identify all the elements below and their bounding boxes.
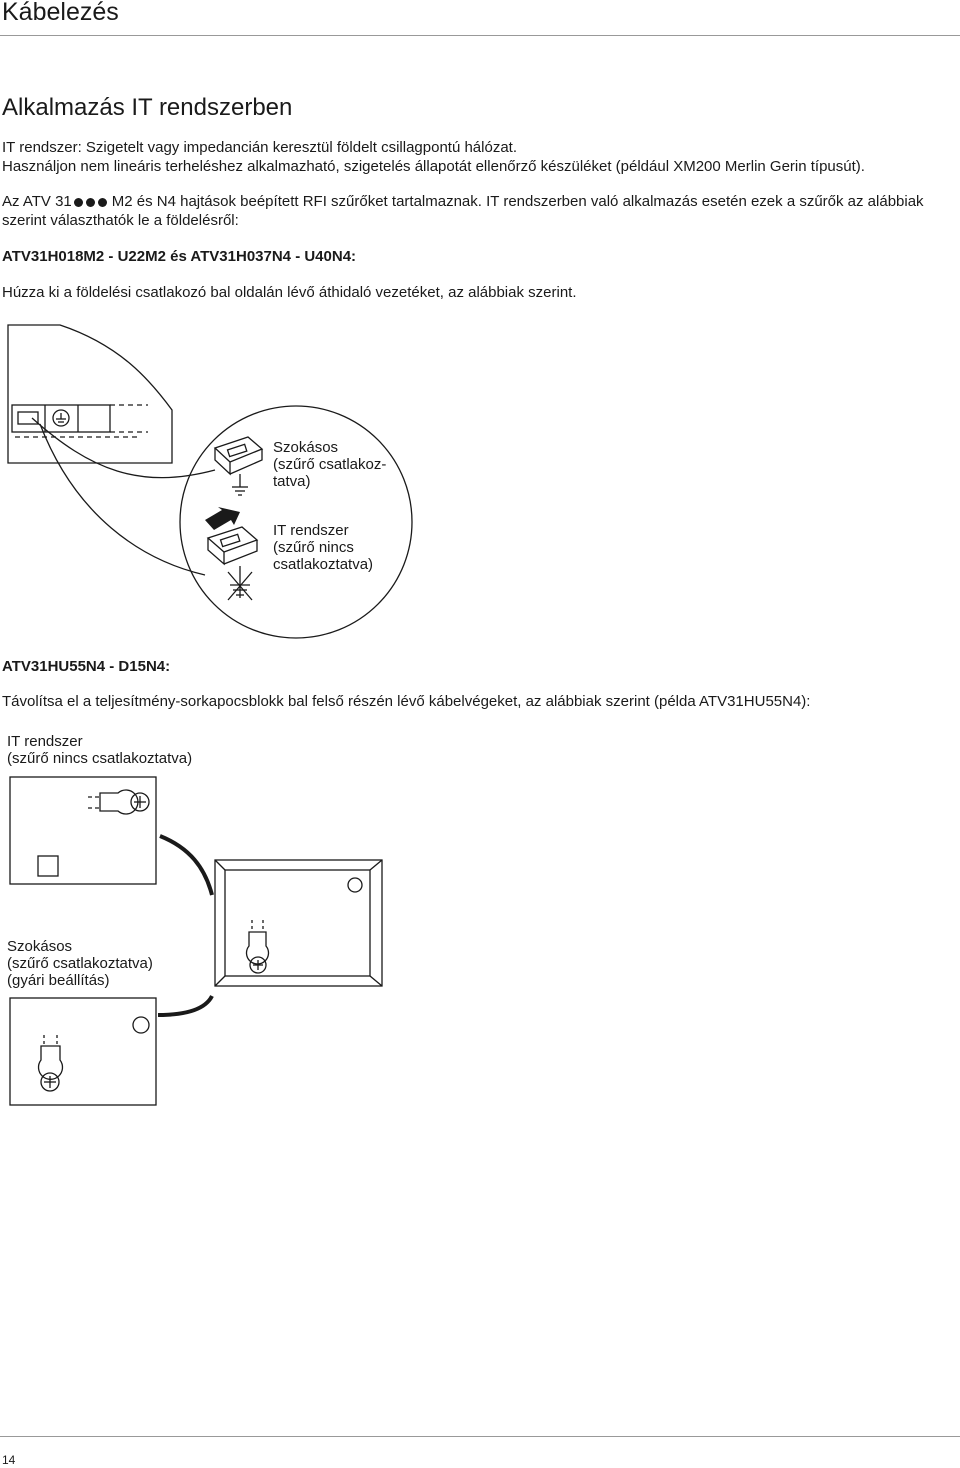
rfi-suffix: M2 és N4 hajtások beépített RFI szűrőket tartalmaznak. IT rendszerben való alkalmazás esetén ezek a szűrők az alábbiak: [111, 193, 924, 210]
label-line: tatva): [273, 473, 311, 490]
label-line: (gyári beállítás): [7, 972, 110, 989]
figure-1-label-normal: [273, 439, 386, 490]
rfi-paragraph-line-1: [2, 192, 957, 211]
figure-2-label-it: [7, 733, 192, 767]
label-line: Szokásos: [273, 439, 339, 456]
rfi-prefix: Az ATV 31: [2, 193, 72, 210]
label-line: (szűrő csatlakoz-: [273, 456, 387, 473]
label-line: IT rendszer: [7, 733, 83, 750]
model-group-1-instruction: Húzza ki a földelési csatlakozó bal oldalán lévő áthidaló vezetéket, az alábbiak szerint.: [2, 284, 577, 301]
model-group-2-instruction: Távolítsa el a teljesítmény-sorkapocsblokk bal felső részén lévő kábelvégeket, az alábbiak szerint (példa ATV31HU55N4):: [2, 693, 811, 710]
header-rule: [0, 35, 960, 36]
model-group-1-heading: ATV31H018M2 - U22M2 és ATV31H037N4 - U40N4:: [2, 248, 357, 265]
label-line: csatlakoztatva): [273, 556, 374, 573]
label-line: Szokásos: [7, 938, 73, 955]
model-group-2-heading: ATV31HU55N4 - D15N4:: [2, 658, 171, 675]
figure-2-label-normal: [7, 938, 153, 989]
intro-line-2: Használjon nem lineáris terheléshez alkalmazható, szigetelés állapotát ellenőrző készüléket (például XM200 Merlin Gerin típusút).: [2, 158, 865, 175]
footer-rule: [0, 1436, 960, 1437]
page-number: 14: [2, 1453, 16, 1467]
section-title: Alkalmazás IT rendszerben: [2, 94, 293, 121]
placeholder-dots: [72, 196, 112, 207]
intro-line-1: IT rendszer: Szigetelt vagy impedancián keresztül földelt csillagpontú hálózat.: [2, 139, 518, 156]
figure-1-label-it: [273, 522, 373, 573]
label-line: (szűrő nincs csatlakoztatva): [7, 750, 193, 767]
label-line: (szűrő csatlakoztatva): [7, 955, 153, 972]
label-line: IT rendszer: [273, 522, 349, 539]
rfi-paragraph-line-2: szerint választhatók le a földelésről:: [2, 212, 239, 229]
label-line: (szűrő nincs: [273, 539, 354, 556]
page-title: Kábelezés: [2, 0, 119, 26]
